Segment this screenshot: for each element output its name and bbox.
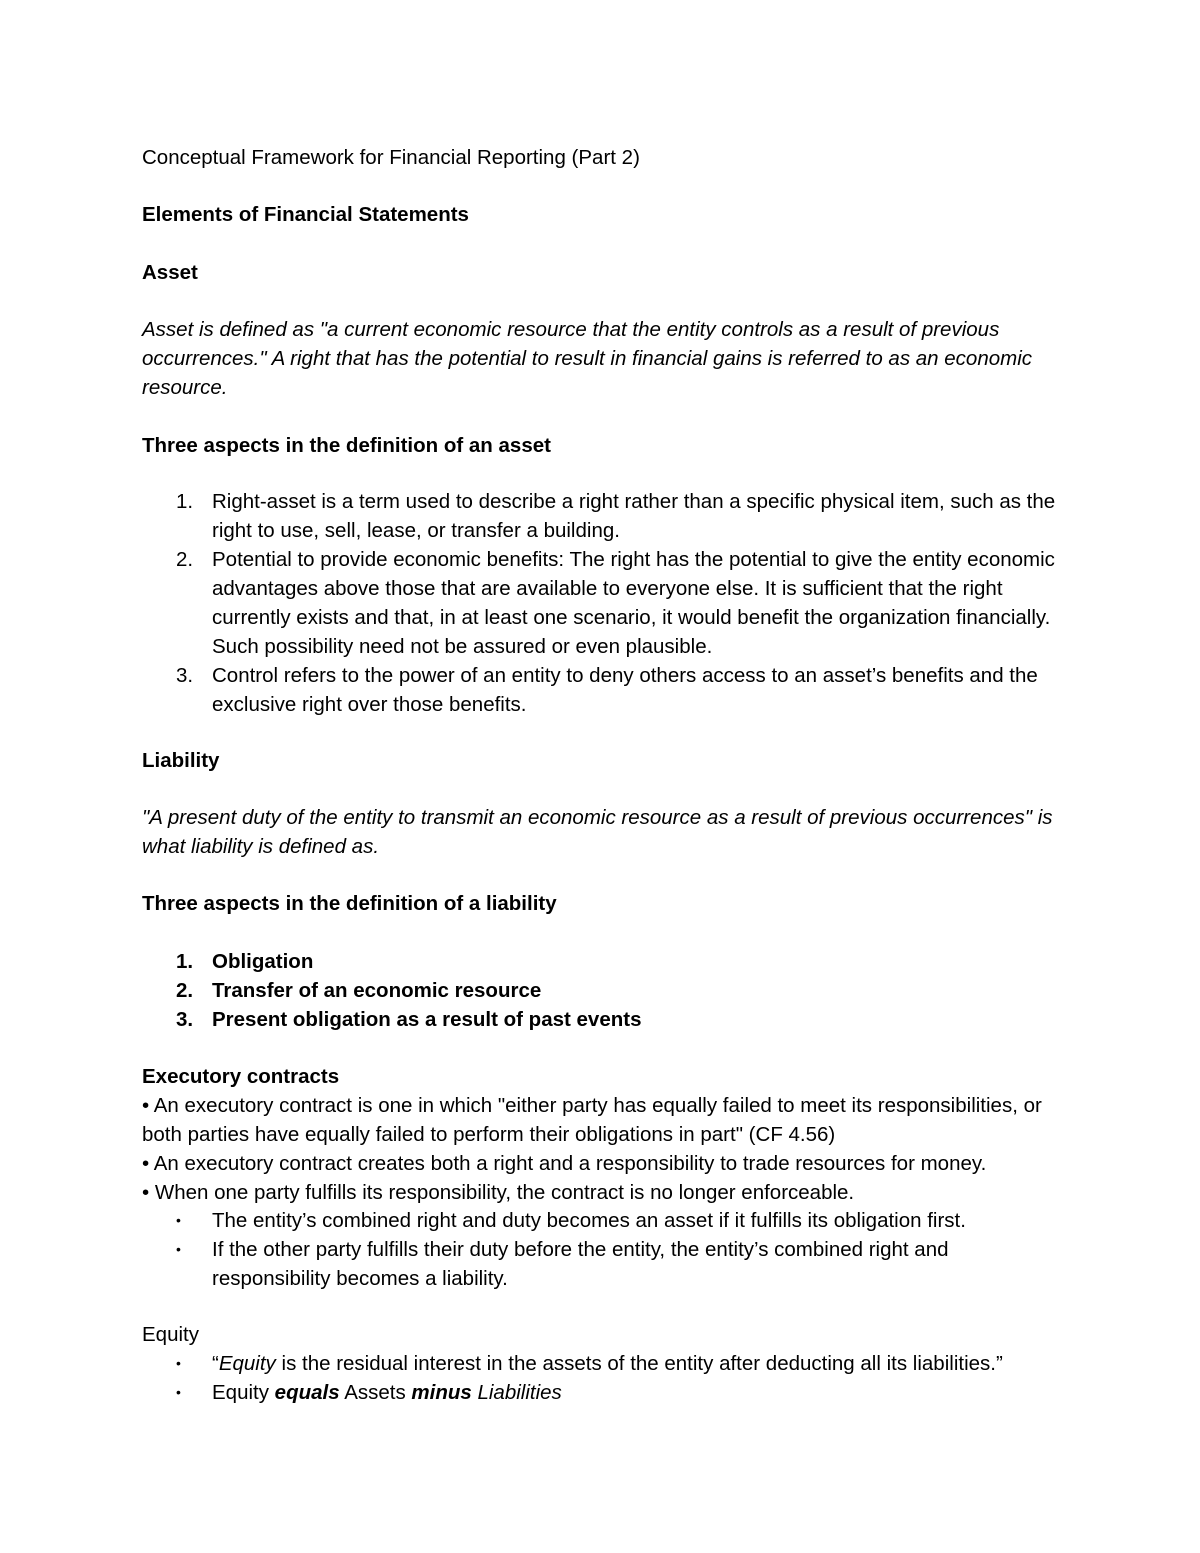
list-marker: 1.	[176, 950, 194, 973]
equity-definition: is the residual interest in the assets of the entity after deducting all its liabilities.”	[275, 1352, 1003, 1375]
formula-assets: Assets	[339, 1381, 412, 1404]
formula-equals: equals	[274, 1381, 340, 1404]
asset-definition: Asset is defined as "a current economic resource that the entity controls as a result of previous occurrences." A right that has the potential to result in financial gains is referred to as an economic resource.	[142, 318, 1033, 399]
list-item-text: Potential to provide economic benefits: The right has the potential to give the entity economic advantages above those that are available to everyone else. It is sufficient that the right currently exists and that, in at least one scenario, it would benefit the organization financially. Such possibility need not be assured or even plausible.	[212, 548, 1055, 658]
list-item	[142, 1005, 1072, 1034]
list-item-text: Control refers to the power of an entity to deny others access to an asset’s benefits and the exclusive right over those benefits.	[212, 664, 1038, 716]
equity-formula	[212, 1381, 562, 1404]
liability-definition: "A present duty of the entity to transmit an economic resource as a result of previous occurrences" is what liability is defined as.	[142, 806, 1053, 858]
list-item	[142, 661, 1072, 719]
executory-bullets	[142, 1091, 1072, 1207]
list-item-text: The entity’s combined right and duty becomes an asset if it fulfills its obligation first.	[212, 1209, 966, 1232]
asset-heading: Asset	[142, 261, 198, 284]
list-item-text: Present obligation as a result of past events	[212, 1008, 642, 1031]
executory-sub-bullets	[142, 1206, 1072, 1293]
executory-bullet: • An executory contract creates both a right and a responsibility to trade resources for money.	[142, 1152, 987, 1175]
list-item	[142, 1378, 1072, 1407]
list-item	[142, 1349, 1072, 1378]
list-item	[142, 1206, 1072, 1235]
liability-aspects-list	[142, 947, 1072, 1034]
list-marker: 2.	[176, 979, 194, 1002]
asset-aspects-heading: Three aspects in the definition of an asset	[142, 434, 551, 457]
bullet-marker: •	[176, 1384, 181, 1400]
list-marker: 3.	[176, 664, 194, 687]
liability-aspects-heading: Three aspects in the definition of a liability	[142, 892, 557, 915]
list-item	[142, 976, 1072, 1005]
list-item-text: Obligation	[212, 950, 314, 973]
list-item-text: Transfer of an economic resource	[212, 979, 542, 1002]
equity-list	[142, 1349, 1072, 1407]
list-item	[142, 1235, 1072, 1293]
section-heading: Elements of Financial Statements	[142, 203, 469, 226]
list-item	[142, 545, 1072, 661]
equity-term: Equity	[218, 1352, 276, 1375]
equity-heading: Equity	[142, 1323, 199, 1346]
liability-heading: Liability	[142, 749, 220, 772]
asset-aspects-list	[142, 487, 1072, 719]
executory-heading: Executory contracts	[142, 1065, 340, 1088]
document-title: Conceptual Framework for Financial Reporting (Part 2)	[142, 146, 640, 169]
executory-bullet: • An executory contract is one in which "either party has equally failed to meet its responsibilities, or both parties have equally failed to perform their obligations in part" (CF 4.56)	[142, 1094, 1042, 1146]
list-item-text: If the other party fulfills their duty before the entity, the entity’s combined right and responsibility becomes a liability.	[212, 1238, 949, 1290]
bullet-marker: •	[176, 1212, 181, 1228]
list-item	[142, 947, 1072, 976]
formula-equity: Equity	[212, 1381, 275, 1404]
formula-liabilities: Liabilities	[471, 1381, 562, 1404]
list-marker: 3.	[176, 1008, 194, 1031]
bullet-marker: •	[176, 1241, 181, 1257]
formula-minus: minus	[411, 1381, 472, 1404]
list-item-text	[212, 1352, 1003, 1375]
list-item	[142, 487, 1072, 545]
list-marker: 2.	[176, 548, 194, 571]
list-marker: 1.	[176, 490, 194, 513]
bullet-marker: •	[176, 1355, 181, 1371]
list-item-text: Right-asset is a term used to describe a right rather than a specific physical item, such as the right to use, sell, lease, or transfer a building.	[212, 490, 1056, 542]
quote-open: “	[212, 1352, 219, 1375]
executory-bullet: • When one party fulfills its responsibility, the contract is no longer enforceable.	[142, 1181, 855, 1204]
